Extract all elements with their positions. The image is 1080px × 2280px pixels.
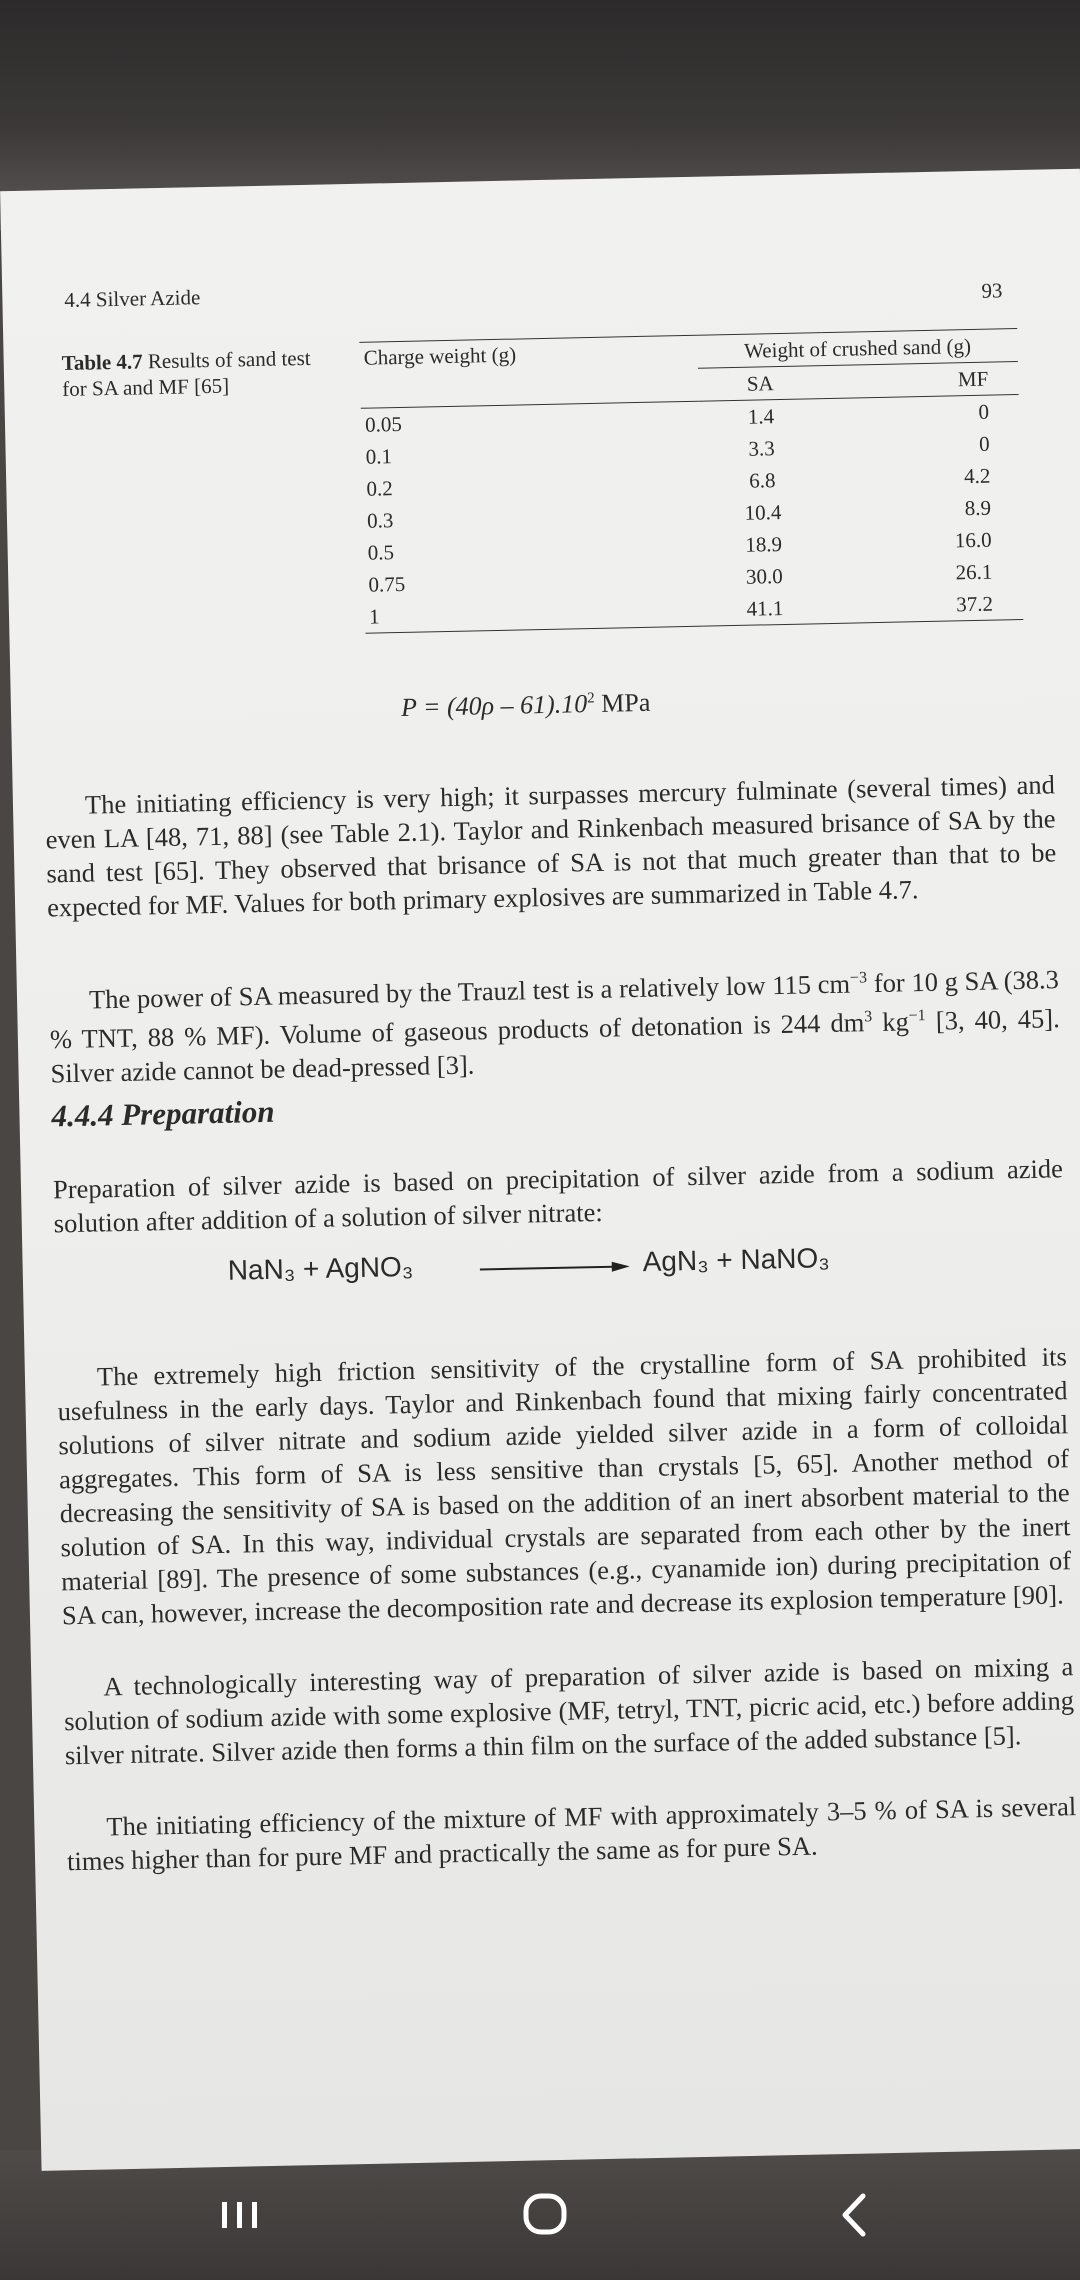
home-icon bbox=[505, 2180, 585, 2250]
text-run: The power of SA measured by the Trauzl test is a relatively low 115 cm bbox=[88, 968, 851, 1015]
cell-charge-weight: 1 bbox=[368, 603, 380, 629]
paragraph-text: A technologically interesting way of preparation of silver azide is based on mixing a solution of sodium azide with some explosive (MF, tetryl, TNT, picric acid, etc.) before adding silver nitrate. Silver azide then forms a thin film on the surface of the added substance [5]. bbox=[63, 1651, 1075, 1771]
cell-sa: 41.1 bbox=[746, 595, 784, 621]
header-sa: SA bbox=[746, 370, 774, 396]
cell-sa: 1.4 bbox=[747, 403, 775, 429]
formula-unit: MPa bbox=[594, 687, 651, 718]
paragraph-text: The extremely high friction sensitivity of the crystalline form of SA prohibited its usefulness in the early days. Taylor and Rinkenbach found that mixing fairly concentrated solutions of silver nitrate and sodium azide yielded silver azide in a form of colloidal aggregates. This form of SA is less sensitive than crystals [5, 65]. Another method of decreasing the sensitivity of SA is based on the addition of an inert absorbent material to the solution of SA. In this way, individual crystals are separated from each other by the inert material [89]. The presence of some substances (e.g., cyanamide ion) during precipitation of SA can, however, increase the decomposition rate and decrease its explosion temperature [90]. bbox=[57, 1341, 1072, 1631]
book-page bbox=[0, 169, 1080, 2171]
paragraph-text: The initiating efficiency is very high; it surpasses mercury fulminate (several times) and even LA [48, 71, 88] (see Table 2.1). Taylor and Rinkenbach measured brisance of SA by the sand test [65]. They observed that brisance of SA is not that much greater than that to be expected for MF. Values for both primary explosives are summarized in Table 4.7. bbox=[45, 769, 1057, 923]
paragraph-technological-method bbox=[63, 1649, 1075, 1772]
pressure-formula bbox=[401, 688, 651, 723]
text-run: for 10 g SA (38.3 % TNT, 88 % MF). Volume of gaseous products of detonation is 244 dm bbox=[49, 964, 1060, 1055]
paragraph-preparation bbox=[53, 1151, 1064, 1240]
header-mf: MF bbox=[957, 366, 989, 391]
formula-exponent: 2 bbox=[586, 690, 595, 707]
cell-sa: 18.9 bbox=[745, 531, 783, 557]
paragraph-friction-sensitivity bbox=[57, 1339, 1072, 1632]
cell-charge-weight: 0.5 bbox=[367, 539, 395, 565]
recents-icon bbox=[200, 2180, 280, 2250]
cell-charge-weight: 0.2 bbox=[366, 475, 393, 501]
header-crushed-sand: Weight of crushed sand (g) bbox=[697, 329, 1018, 369]
cell-mf: 8.9 bbox=[964, 495, 992, 520]
cell-sa: 30.0 bbox=[745, 563, 783, 589]
reaction-arrow bbox=[480, 1258, 630, 1277]
cell-charge-weight: 0.75 bbox=[368, 571, 406, 597]
running-head: 4.4 Silver Azide bbox=[64, 285, 201, 312]
cell-sa: 6.8 bbox=[748, 467, 776, 493]
cell-charge-weight: 0.05 bbox=[364, 411, 403, 437]
header-charge-weight: Charge weight (g) bbox=[363, 342, 517, 370]
cell-mf: 26.1 bbox=[955, 559, 993, 584]
table-body bbox=[361, 395, 1024, 634]
cell-sa: 3.3 bbox=[748, 435, 776, 461]
cell-mf: 16.0 bbox=[954, 527, 992, 552]
text-run: [3, 40, 45]. Silver azide cannot be dead-pressed [3]. bbox=[50, 1002, 1060, 1089]
paragraph-text bbox=[49, 957, 1061, 1090]
table-caption-label: Table 4.7 bbox=[61, 349, 143, 376]
home-button[interactable] bbox=[505, 2180, 585, 2250]
paragraph-text: The initiating efficiency of the mixture of MF with approximately 3–5 % of SA is several times higher than for pure MF and practically the same as for pure SA. bbox=[66, 1791, 1077, 1877]
cell-charge-weight: 0.1 bbox=[365, 443, 393, 469]
paragraph-trauzl bbox=[49, 957, 1061, 1090]
cell-sa: 10.4 bbox=[744, 499, 782, 525]
back-icon bbox=[815, 2180, 895, 2250]
superscript: 3 bbox=[863, 1008, 873, 1026]
reaction-equation bbox=[227, 1241, 868, 1294]
section-heading: 4.4.4 Preparation bbox=[51, 1093, 275, 1134]
paragraph-text: Preparation of silver azide is based on precipitation of silver azide from a sodium azide solution after addition of a solution of silver nitrate: bbox=[52, 1153, 1064, 1239]
reaction-reactants: NaN₃ + AgNO₃ bbox=[227, 1250, 414, 1286]
text-run: kg bbox=[871, 1006, 910, 1037]
superscript: −1 bbox=[908, 1006, 926, 1025]
navigation-bar bbox=[0, 2150, 1080, 2280]
cell-mf: 0 bbox=[978, 431, 990, 456]
page-number: 93 bbox=[981, 278, 1003, 303]
recents-button[interactable] bbox=[200, 2180, 280, 2250]
cell-mf: 0 bbox=[978, 399, 990, 424]
cell-mf: 4.2 bbox=[963, 463, 991, 488]
table-caption-text: Results of sand test for SA and MF [65] bbox=[62, 345, 311, 402]
cell-mf: 37.2 bbox=[955, 591, 994, 616]
cell-charge-weight: 0.3 bbox=[366, 507, 394, 533]
superscript: −3 bbox=[849, 969, 868, 987]
sand-test-table bbox=[359, 328, 1023, 634]
table-caption bbox=[61, 344, 332, 402]
paragraph-initiating-efficiency bbox=[45, 767, 1058, 924]
back-button[interactable] bbox=[815, 2180, 895, 2250]
paragraph-mixture bbox=[66, 1789, 1077, 1878]
formula-lhs: P = (40ρ – 61).10 bbox=[400, 689, 588, 723]
reaction-products: AgN₃ + NaNO₃ bbox=[642, 1242, 830, 1278]
